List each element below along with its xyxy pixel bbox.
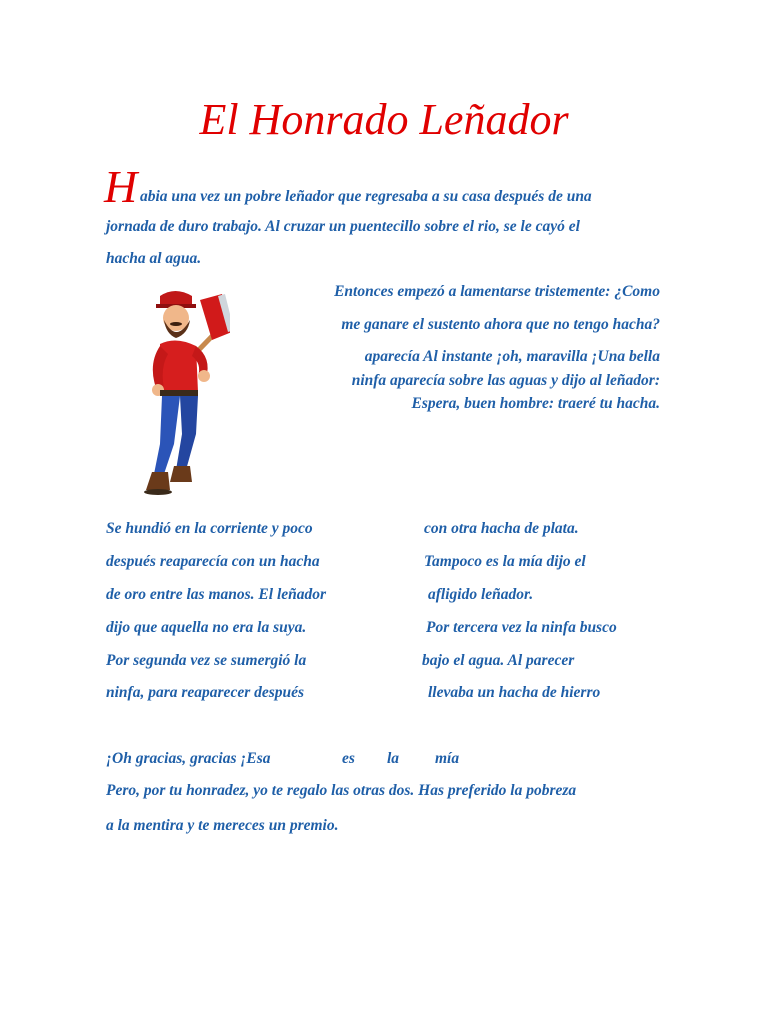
lumberjack-icon	[130, 284, 230, 498]
ending-word: ¡Oh gracias, gracias ¡Esa	[106, 750, 271, 767]
ending-line: a la mentira y te mereces un premio.	[106, 817, 339, 834]
right-col-line: llevaba un hacha de hierro	[428, 684, 601, 701]
left-col-line: Por segunda vez se sumergió la	[106, 652, 307, 669]
story-title: El Honrado Leñador	[199, 95, 569, 144]
drop-cap: H	[104, 161, 138, 212]
right-col-line: bajo el agua. Al parecer	[422, 652, 575, 669]
right-col-line: Tampoco es la mía dijo el	[424, 553, 586, 570]
lament-line: aparecía Al instante ¡oh, maravilla ¡Una bella	[364, 348, 660, 365]
intro-line: abia una vez un pobre leñador que regresaba a su casa después de una	[140, 188, 592, 205]
left-col-line: dijo que aquella no era la suya.	[106, 619, 307, 636]
ending-line: Pero, por tu honradez, yo te regalo las otras dos. Has preferido la pobreza	[106, 782, 577, 799]
right-col-line: afligido leñador.	[428, 586, 534, 603]
lament-line: ninfa aparecía sobre las aguas y dijo al leñador:	[351, 372, 660, 389]
left-col-line: de oro entre las manos. El leñador	[106, 586, 327, 603]
left-col-line: ninfa, para reaparecer después	[106, 684, 305, 701]
intro-line: hacha al agua.	[106, 250, 202, 267]
left-col-line: después reaparecía con un hacha	[106, 553, 320, 570]
ending-word: es	[342, 750, 355, 767]
left-col-line: Se hundió en la corriente y poco	[106, 520, 313, 537]
lament-line: Espera, buen hombre: traeré tu hacha.	[411, 395, 660, 412]
ending-word: la	[387, 750, 400, 767]
ending-word: mía	[435, 750, 460, 767]
right-col-line: con otra hacha de plata.	[424, 520, 579, 537]
lament-line: Entonces empezó a lamentarse tristemente: ¿Como	[334, 283, 660, 300]
right-col-line: Por tercera vez la ninfa busco	[426, 619, 617, 636]
lament-line: me ganare el sustento ahora que no tengo hacha?	[341, 316, 660, 333]
intro-line: jornada de duro trabajo. Al cruzar un puentecillo sobre el rio, se le cayó el	[106, 218, 580, 235]
